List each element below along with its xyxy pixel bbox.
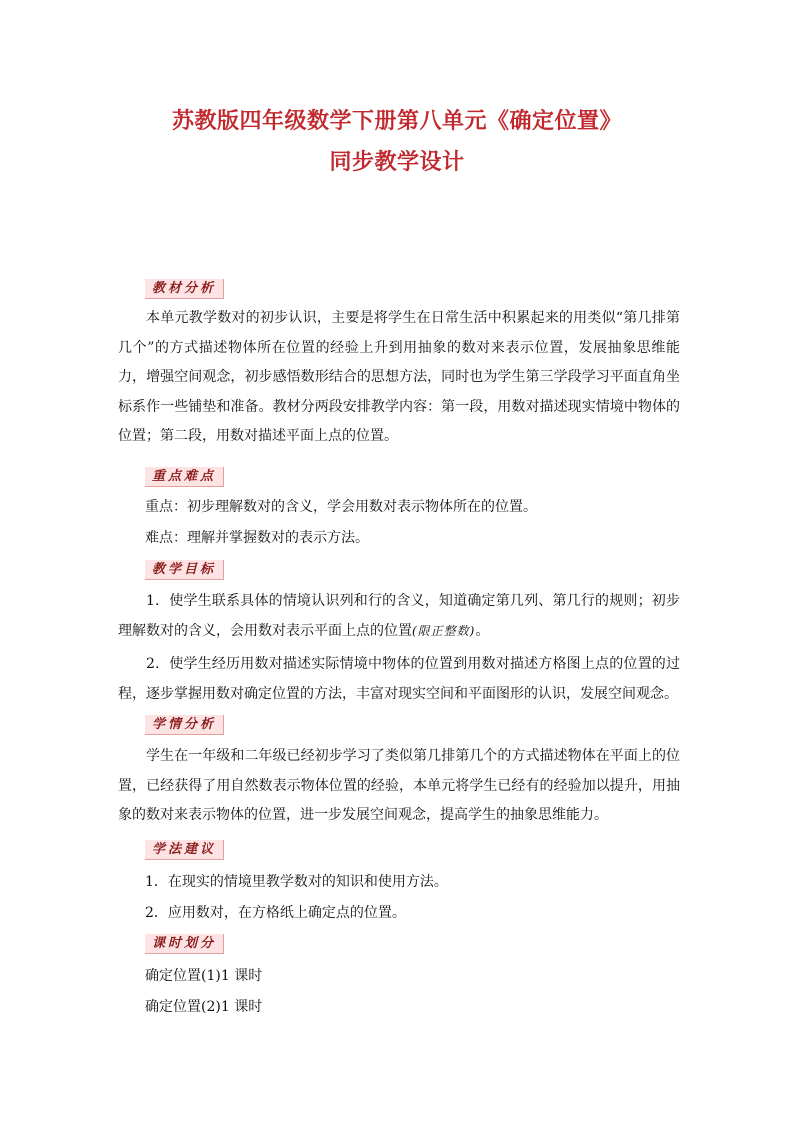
goal-item-2: 2．使学生经历用数对描述实际情境中物体的位置到用数对描述方格图上点的位置的过程，逐步掌握用数对确定位置的方法，丰富对现实空间和平面图形的认识，发展空间观念。 bbox=[118, 656, 680, 702]
goal-item-1-note: (限正整数) bbox=[412, 623, 476, 638]
material-analysis-text: 本单元教学数对的初步认识，主要是将学生在日常生活中积累起来的用类似“第几排第几个”的方式描述物体所在位置的经验上升到用抽象的数对来表示位置，发展抽象思维能力，增强空间观念，初步感悟数形结合的思想方法，同时也为学生第三学段学习平面直角坐标系作一些铺垫和准备。教材分两段安排教学内容：第一段，用数对描述现实情境中物体的位置；第二段，用数对描述平面上点的位置。 bbox=[118, 310, 680, 444]
document-subtitle: 同步教学设计 bbox=[329, 149, 465, 175]
goal-item-1-end: 。 bbox=[475, 622, 490, 639]
key-point-text: 重点：初步理解数对的含义，学会用数对表示物体所在的位置。 bbox=[145, 499, 537, 515]
document-title: 苏教版四年级数学下册第八单元《确定位置》 bbox=[171, 108, 622, 134]
schedule-item-1: 确定位置(1)1 课时 bbox=[145, 968, 263, 984]
section-label-students: 学情分析 bbox=[145, 715, 224, 735]
section-label-schedule: 课时划分 bbox=[145, 934, 224, 954]
schedule-item-2: 确定位置(2)1 课时 bbox=[145, 999, 263, 1015]
method-item-1: 1．在现实的情境里教学数对的知识和使用方法。 bbox=[145, 874, 448, 890]
section-label-key-points: 重点难点 bbox=[145, 467, 224, 487]
section-label-goals: 教学目标 bbox=[145, 560, 224, 580]
difficulty-text: 难点：理解并掌握数对的表示方法。 bbox=[145, 530, 369, 546]
student-analysis-text: 学生在一年级和二年级已经初步学习了类似第几排第几个的方式描述物体在平面上的位置，已经获得了用自然数表示物体位置的经验，本单元将学生已经有的经验加以提升，用抽象的数对来表示物体的位置，进一步发展空间观念，提高学生的抽象思维能力。 bbox=[118, 748, 680, 823]
goal-item-1 bbox=[118, 587, 680, 646]
goal-item-1-text: 1．使学生联系具体的情境认识列和行的含义，知道确定第几列、第几行的规则；初步理解数对的含义，会用数对表示平面上点的位置 bbox=[118, 593, 680, 639]
method-item-2: 2．应用数对，在方格纸上确定点的位置。 bbox=[145, 905, 406, 921]
section-label-material: 教材分析 bbox=[145, 279, 224, 299]
section-label-methods: 学法建议 bbox=[145, 840, 224, 860]
